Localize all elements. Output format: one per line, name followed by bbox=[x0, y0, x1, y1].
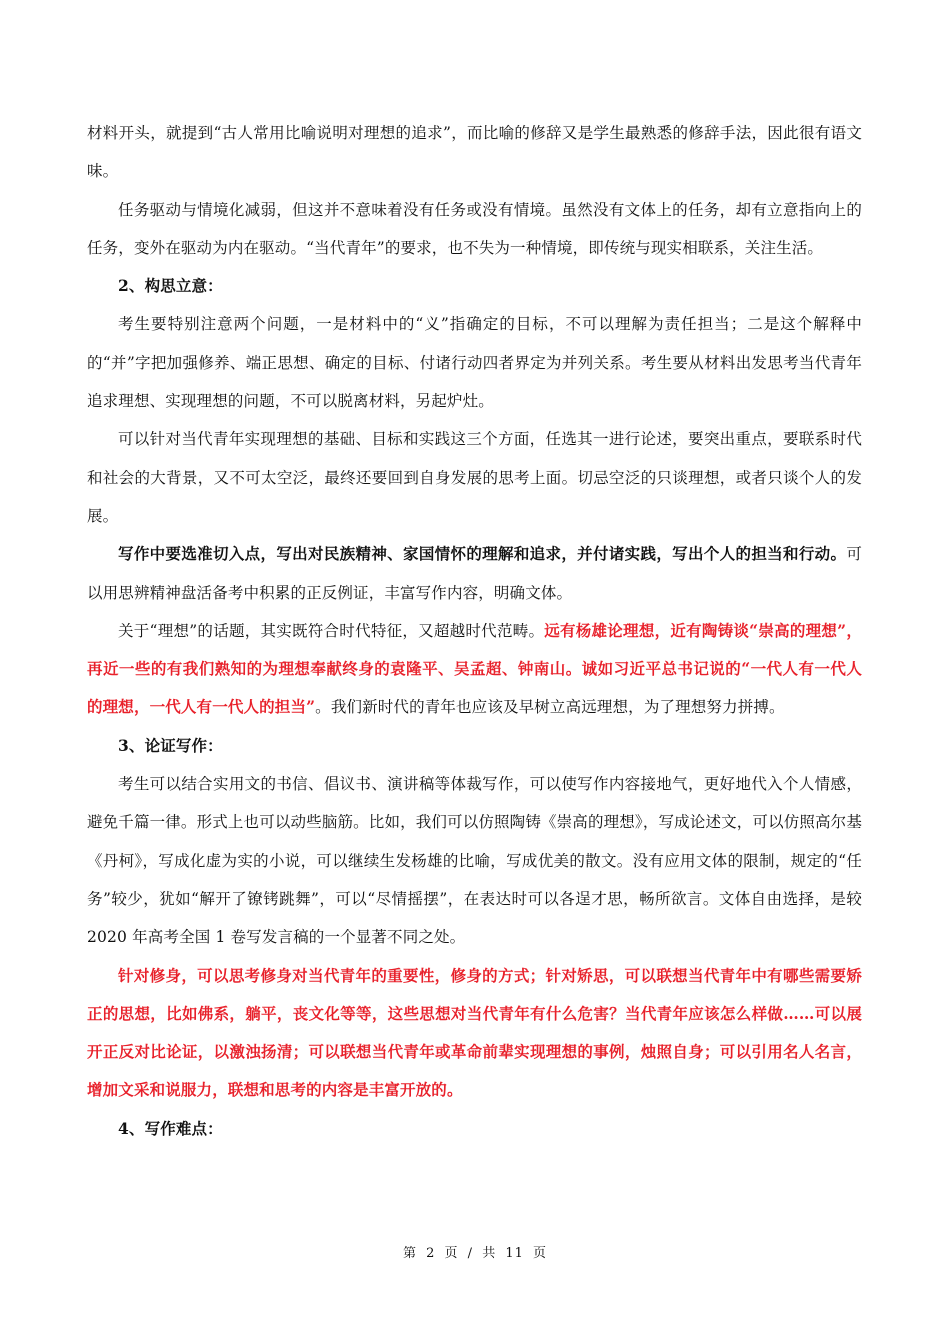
footer-separator: / bbox=[467, 1246, 474, 1261]
page-footer bbox=[0, 1242, 950, 1261]
paragraph-task-situation: 任务驱动与情境化减弱，但这并不意味着没有任务或没有情境。虽然没有文体上的任务，却有立意指向上的任务，变外在驱动为内在驱动。“当代青年”的要求，也不失为一种情境，即传统与现实相联系，关注生活。 bbox=[87, 200, 862, 257]
page-content bbox=[87, 114, 862, 1148]
section-heading-3: 3、论证写作： bbox=[118, 735, 223, 755]
paragraph-material-opening: 材料开头，就提到“古人常用比喻说明对理想的追求”，而比喻的修辞又是学生最熟悉的修辞手法，因此很有语文味。 bbox=[87, 124, 862, 181]
paragraph-entry-point bbox=[87, 535, 862, 612]
footer-prefix: 第 bbox=[402, 1246, 417, 1261]
ideal-topic-examples: 远有杨雄论理想，近有陶铸谈“崇高的理想”，再近一些的有我们熟知的为理想奉献终身的袁隆平、吴孟超、钟南山。诚如习近平总书记说的“一代人有一代人的理想，一代人有一代人的担当” bbox=[87, 620, 862, 717]
section-heading-2: 2、构思立意： bbox=[118, 276, 223, 296]
footer-total-pages: 11 bbox=[505, 1246, 524, 1261]
footer-page-unit: 页 bbox=[444, 1246, 459, 1261]
ideal-topic-intro: 关于“理想”的话题，其实既符合时代特征，又超越时代范畴。 bbox=[118, 621, 545, 640]
paragraph-two-issues: 考生要特别注意两个问题，一是材料中的“义”指确定的目标，不可以理解为责任担当；二是这个解释中的“并”字把加强修养、端正思想、确定的目标、付诸行动四者界定为并列关系。考生要从材料出发思考当代青年追求理想、实现理想的问题，不可以脱离材料，另起炉灶。 bbox=[87, 315, 862, 411]
section-heading-4: 4、写作难点： bbox=[118, 1118, 223, 1138]
entry-point-bold: 写作中要选准切入点，写出对民族精神、家国情怀的理解和追求，并付诸实践，写出个人的担当和行动。 bbox=[118, 544, 847, 564]
entry-point-rest: 可以用思辨精神盘活备考中积累的正反例证，丰富写作内容，明确文体。 bbox=[87, 545, 862, 602]
paragraph-ideal-topic bbox=[87, 612, 862, 727]
ideal-topic-conclusion: 。我们新时代的青年也应该及早树立高远理想，为了理想努力拼搏。 bbox=[315, 698, 785, 717]
footer-page-number: 2 bbox=[426, 1246, 436, 1261]
paragraph-self-cultivation: 针对修身，可以思考修身对当代青年的重要性，修身的方式；针对矫思，可以联想当代青年中有哪些需要矫正的思想，比如佛系，躺平，丧文化等等，这些思想对当代青年有什么危害？当代青年应该怎么样做……可以展开正反对比论证，以激浊扬清；可以联想当代青年或革命前辈实现理想的事例，烛照自身；可以引用名人名言，增加文采和说服力，联想和思考的内容是丰富开放的。 bbox=[87, 965, 862, 1100]
paragraph-three-aspects: 可以针对当代青年实现理想的基础、目标和实践这三个方面，任选其一进行论述，要突出重点，要联系时代和社会的大背景，又不可太空泛，最终还要回到自身发展的思考上面。切忌空泛的只谈理想，或者只谈个人的发展。 bbox=[87, 430, 862, 525]
paragraph-genres: 考生可以结合实用文的书信、倡议书、演讲稿等体裁写作，可以使写作内容接地气，更好地代入个人情感，避免千篇一律。形式上也可以动些脑筋。比如，我们可以仿照陶铸《崇高的理想》，写成论述文，可以仿照高尔基《丹柯》，写成化虚为实的小说，可以继续生发杨雄的比喻，写成优美的散文。没有应用文体的限制，规定的“任务”较少，犹如“解开了镣铐跳舞”，可以“尽情摇摆”，在表达时可以各逞才思，畅所欲言。文体自由选择，是较 2020 年高考全国 1 卷写发言稿的一个显著不同之处。 bbox=[87, 775, 862, 947]
footer-total-unit: 页 bbox=[533, 1246, 548, 1261]
footer-total-prefix: 共 bbox=[482, 1246, 497, 1261]
